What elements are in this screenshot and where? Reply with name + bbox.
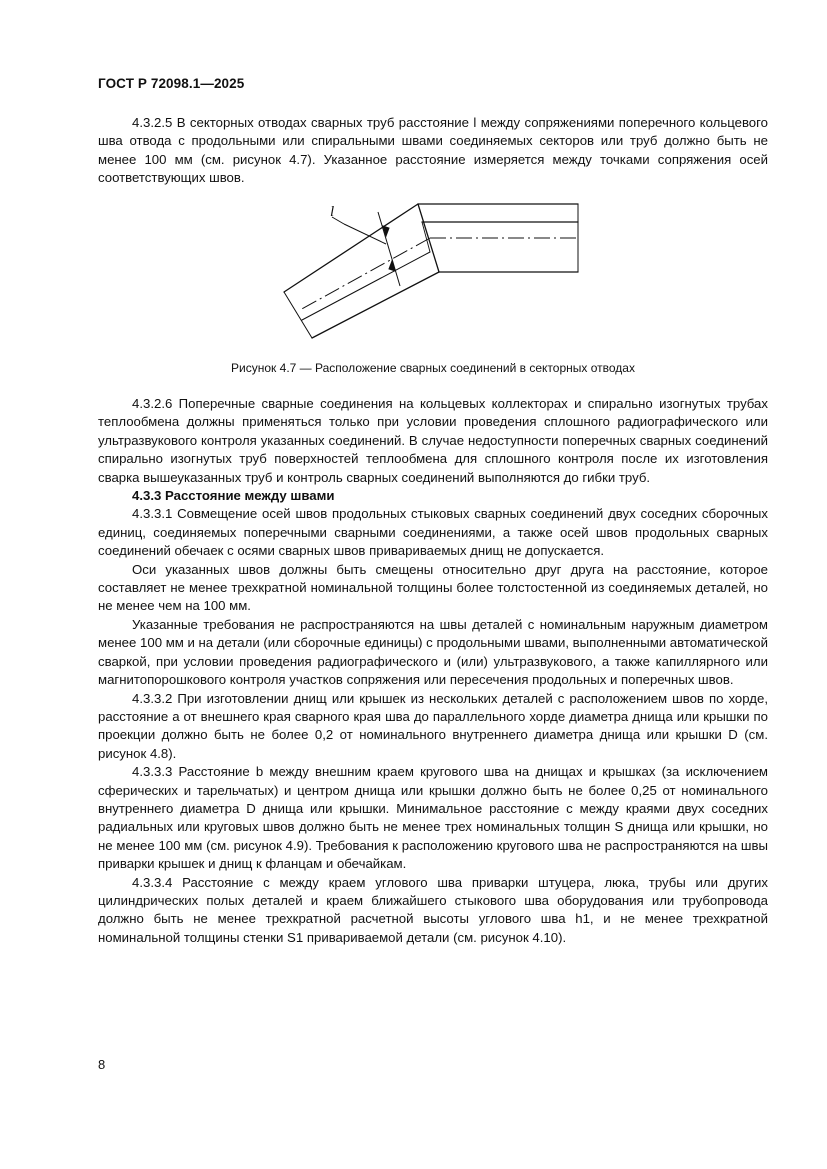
leader-line xyxy=(344,224,386,244)
left-pipe-end xyxy=(284,292,312,338)
paragraph-4331-c: Указанные требования не распространяются на швы деталей с номинальным наружным диаметром менее 100 мм и на детали (или сборочные единицы) с продольными швами, выполненными автоматической сваркой, при условии проведения радиографического и (или) ультразвукового, а также капиллярного или магнитопорошкового контроля участков сопряжения или пересечения продольных и поперечных швов. xyxy=(98,616,768,688)
section-heading-433: 4.3.3 Расстояние между швами xyxy=(132,488,335,504)
paragraph-4331-b: Оси указанных швов должны быть смещены относительно друг друга на расстояние, которое составляет не менее трехкратной номинальной толщины более толстостенной из соединяемых деталей, но не менее чем на 100 мм. xyxy=(98,561,768,614)
paragraph-4326: 4.3.2.6 Поперечные сварные соединения на кольцевых коллекторах и спирально изогнутых трубах теплообмена должны применяться только при условии проведения сплошного радиографического или ультразвукового контроля указанных соединений. В случае недоступности поперечных сварных соединений спирально изогнутых труб поверхностей теплообмена для сплошного контроля после их изготовления сварка вышеуказанных труб и контроль сварных соединений выполняются до гибки труб. xyxy=(98,396,768,485)
left-pipe-axis xyxy=(300,238,430,310)
paragraph-4333: 4.3.3.3 Расстояние b между внешним краем кругового шва на днищах и крышках (за исключением сферических и тарельчатых) и центром днища или крышки должно быть не более 0,25 от номинального внутреннего диаметра D днища или крышки. Минимальное расстояние с между краями двух соседних радиальных или круговых швов должно быть не менее трех номинальных толщин S днища или крышки, но не менее 100 мм (см. рисунок 4.9). Требования к расположению кругового шва не распространяются на швы приварки крышек и днищ к фланцам и обечайкам. xyxy=(98,764,768,872)
dimension-label: l xyxy=(330,204,335,220)
document-header: ГОСТ Р 72098.1—2025 xyxy=(98,76,245,91)
paragraph-4332: 4.3.3.2 При изготовлении днищ или крышек из нескольких деталей с расположением швов по хорде, расстояние a от внешнего края сварного края шва до параллельного хорде диаметра днища или крышки по проекции должно быть не более 0,2 от номинального внутреннего диаметра днища или крышки D (см. рисунок 4.8). xyxy=(98,690,768,761)
page-number: 8 xyxy=(98,1057,106,1072)
figure-caption: Рисунок 4.7 — Расположение сварных соединений в секторных отводах xyxy=(231,361,635,375)
paragraph-4325: 4.3.2.5 В секторных отводах сварных труб расстояние l между сопряжениями поперечного кольцевого шва отвода с продольными или спиральными швами соединяемых секторов или труб должно быть не менее 100 мм (см. рисунок 4.7). Указанное расстояние измеряется между точками сопряжения осей соответствующих швов. xyxy=(98,115,768,186)
paragraph-4334: 4.3.3.4 Расстояние c между краем углового шва приварки штуцера, люка, трубы или других цилиндрических полых деталей и краем ближайшего стыкового шва оборудования или трубопровода должно быть не менее трехкратной расчетной высоты углового шва h1, и не менее трехкратной номинальной толщины стенки S1 привариваемой детали (см. рисунок 4.10). xyxy=(98,874,768,945)
main-text xyxy=(98,395,768,947)
figure-sector-bend xyxy=(282,188,592,348)
paragraph-4331: 4.3.3.1 Совмещение осей швов продольных стыковых сварных соединений двух соседних сборочных единиц, соединяемых поперечными сварными соединениями, а также осей швов продольных сварных соединений обечаек с осями сварных швов привариваемых днищ не допускается. xyxy=(98,506,768,559)
section-4325 xyxy=(98,114,768,188)
